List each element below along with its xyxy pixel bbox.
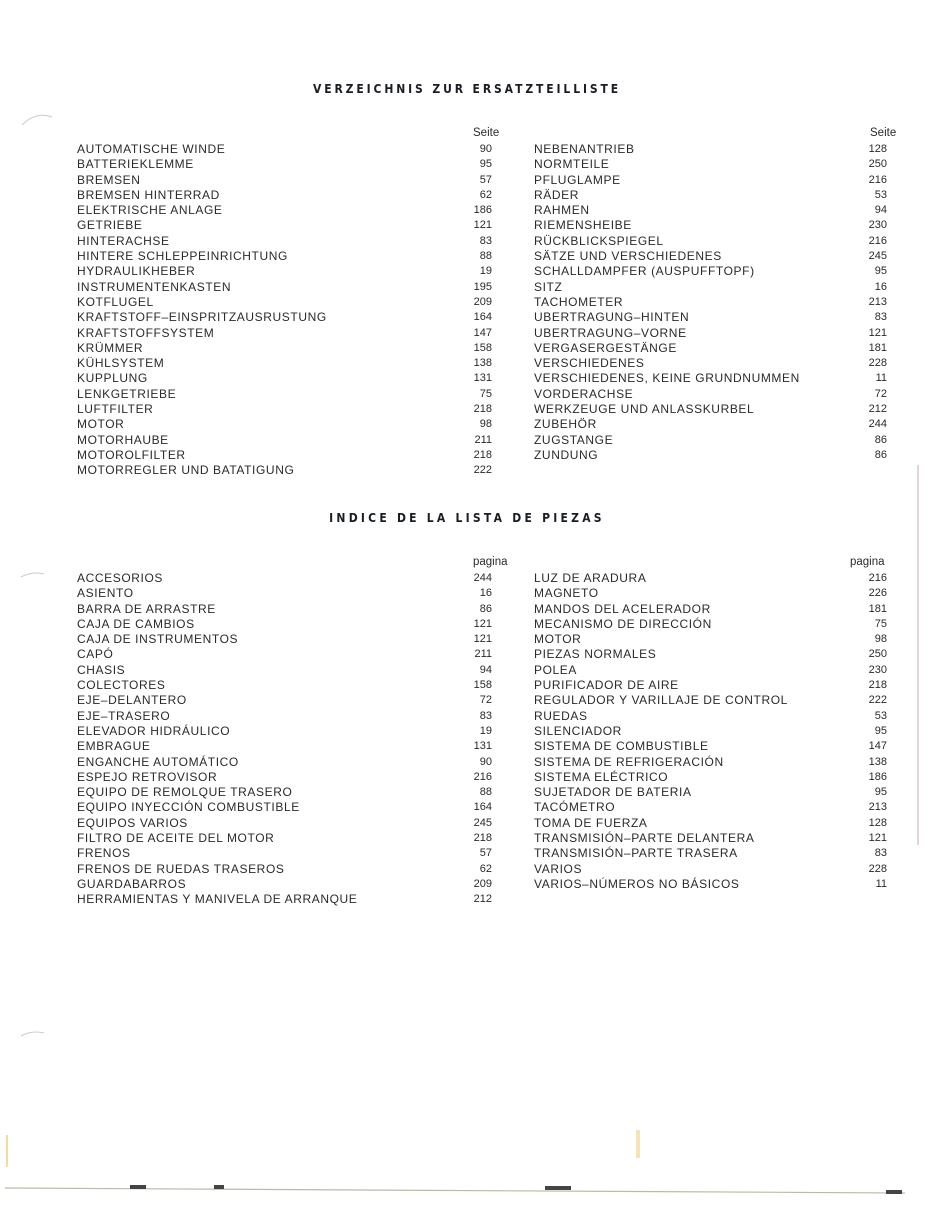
- entry-page-number: 90: [479, 755, 492, 768]
- entry-page-number: 121: [868, 326, 887, 339]
- entry-label: CHASIS: [77, 662, 126, 677]
- entry-label: GETRIEBE: [77, 218, 143, 233]
- entry-label: INSTRUMENTENKASTEN: [77, 279, 232, 294]
- entry-page-number: 195: [473, 280, 492, 293]
- spanish-index-entry: [534, 877, 887, 892]
- entry-page-number: 83: [874, 311, 887, 324]
- spanish-left-page-header: pagina: [473, 556, 508, 568]
- entry-page-number: 128: [868, 816, 887, 829]
- german-index-entry: [534, 341, 887, 356]
- entry-page-number: 62: [479, 188, 492, 201]
- scan-mark: [6, 1135, 8, 1167]
- entry-page-number: 158: [473, 679, 492, 692]
- spanish-index-entry: [534, 785, 887, 800]
- german-index-entry: [534, 173, 887, 188]
- spanish-index-entry: [77, 862, 492, 877]
- spanish-index-entry: [77, 724, 492, 739]
- entry-label: HYDRAULIKHEBER: [77, 264, 196, 279]
- spanish-index-entry: [77, 632, 492, 647]
- entry-page-number: 250: [868, 648, 887, 661]
- entry-page-number: 250: [868, 158, 887, 171]
- entry-page-number: 218: [868, 679, 887, 692]
- entry-label: SISTEMA DE COMBUSTIBLE: [534, 739, 709, 754]
- entry-label: ACCESORIOS: [77, 571, 164, 585]
- entry-label: RAHMEN: [534, 203, 590, 218]
- entry-label: MOTORHAUBE: [77, 432, 169, 447]
- entry-label: TRANSMISIÓN–PARTE DELANTERA: [534, 831, 755, 846]
- entry-page-number: 230: [868, 663, 887, 676]
- german-index-entry: [77, 356, 492, 371]
- entry-page-number: 16: [874, 280, 887, 293]
- german-index-entry: [77, 433, 492, 448]
- entry-page-number: 209: [473, 877, 492, 890]
- entry-label: VERSCHIEDENES: [534, 356, 645, 371]
- entry-page-number: 121: [868, 832, 887, 845]
- entry-label: BREMSEN HINTERRAD: [77, 187, 220, 202]
- german-index-entry: [77, 173, 492, 188]
- german-index-entry: [77, 371, 492, 386]
- entry-page-number: 158: [473, 341, 492, 354]
- entry-page-number: 57: [479, 847, 492, 860]
- entry-page-number: 88: [479, 786, 492, 799]
- german-right-page-header: Seite: [870, 127, 897, 139]
- entry-label: UBERTRAGUNG–HINTEN: [534, 310, 690, 325]
- entry-label: SILENCIADOR: [534, 723, 622, 738]
- entry-page-number: 72: [479, 694, 492, 707]
- spanish-index-entry: [534, 816, 887, 831]
- entry-label: PFLUGLAMPE: [534, 172, 621, 187]
- spanish-index-entry: [77, 800, 492, 815]
- spanish-index-entry: [77, 709, 492, 724]
- scan-mark: [636, 1130, 640, 1158]
- entry-label: KRAFTSTOFF–EINSPRITZAUSRUSTUNG: [77, 310, 327, 325]
- entry-page-number: 164: [473, 311, 492, 324]
- scan-mark: [18, 568, 48, 580]
- entry-label: KUPPLUNG: [77, 371, 148, 386]
- entry-page-number: 11: [875, 877, 887, 890]
- entry-label: EJE–DELANTERO: [77, 693, 187, 708]
- german-index-entry: [77, 188, 492, 203]
- entry-label: TRANSMISIÓN–PARTE TRASERA: [534, 846, 738, 861]
- spanish-index-entry: [534, 831, 887, 846]
- entry-page-number: 83: [874, 847, 887, 860]
- entry-page-number: 228: [868, 357, 887, 370]
- german-index-entry: [534, 142, 887, 157]
- german-right-list: [534, 142, 887, 463]
- entry-label: LENKGETRIEBE: [77, 386, 177, 401]
- german-index-entry: [77, 448, 492, 463]
- entry-label: MOTORREGLER UND BATATIGUNG: [77, 463, 295, 478]
- entry-page-number: 213: [868, 801, 887, 814]
- spanish-index-entry: [534, 724, 887, 739]
- entry-label: CAJA DE CAMBIOS: [77, 616, 195, 631]
- scan-mark: [18, 105, 58, 130]
- entry-page-number: 216: [868, 173, 887, 186]
- entry-page-number: 222: [473, 464, 492, 477]
- entry-label: COLECTORES: [77, 678, 166, 693]
- entry-page-number: 83: [479, 709, 492, 722]
- entry-page-number: 98: [874, 633, 887, 646]
- entry-page-number: 138: [473, 357, 492, 370]
- entry-label: NORMTEILE: [534, 157, 610, 172]
- entry-label: RIEMENSHEIBE: [534, 218, 632, 233]
- german-index-entry: [534, 295, 887, 310]
- entry-page-number: 94: [479, 663, 492, 676]
- entry-page-number: 16: [479, 587, 492, 600]
- entry-page-number: 86: [874, 433, 887, 446]
- entry-label: MOTOROLFILTER: [77, 447, 186, 462]
- entry-label: KÜHLSYSTEM: [77, 356, 165, 371]
- spanish-index-entry: [77, 892, 492, 907]
- entry-label: PURIFICADOR DE AIRE: [534, 678, 679, 693]
- entry-label: KRÜMMER: [77, 340, 144, 355]
- german-index-entry: [77, 463, 492, 478]
- entry-label: HINTERE SCHLEPPEINRICHTUNG: [77, 249, 288, 264]
- entry-page-number: 95: [874, 724, 887, 737]
- spanish-right-page-header: pagina: [850, 556, 885, 568]
- entry-label: NEBENANTRIEB: [534, 142, 635, 156]
- german-index-entry: [77, 417, 492, 432]
- entry-label: TOMA DE FUERZA: [534, 815, 648, 830]
- entry-page-number: 75: [874, 617, 887, 630]
- spanish-index-entry: [77, 571, 492, 586]
- german-index-entry: [534, 448, 887, 463]
- entry-page-number: 245: [868, 250, 887, 263]
- entry-label: SCHALLDAMPFER (AUSPUFFTOPF): [534, 264, 755, 279]
- german-index-entry: [77, 203, 492, 218]
- german-index-entry: [77, 218, 492, 233]
- entry-page-number: 218: [473, 448, 492, 461]
- spanish-index-title: INDICE DE LA LISTA DE PIEZAS: [329, 511, 605, 525]
- entry-page-number: 228: [868, 862, 887, 875]
- spanish-index-entry: [534, 602, 887, 617]
- entry-page-number: 131: [473, 372, 492, 385]
- scan-mark: [18, 1027, 48, 1039]
- entry-label: BREMSEN: [77, 172, 141, 187]
- spanish-index-entry: [77, 785, 492, 800]
- entry-page-number: 128: [868, 143, 887, 155]
- entry-label: SISTEMA DE REFRIGERACIÓN: [534, 754, 724, 769]
- entry-label: RÜCKBLICKSPIEGEL: [534, 233, 664, 248]
- entry-label: MOTOR: [77, 417, 125, 432]
- entry-label: ELEKTRISCHE ANLAGE: [77, 203, 223, 218]
- entry-page-number: 83: [479, 234, 492, 247]
- german-index-entry: [77, 264, 492, 279]
- german-index-entry: [77, 402, 492, 417]
- entry-page-number: 95: [479, 158, 492, 171]
- entry-page-number: 11: [875, 372, 887, 385]
- entry-page-number: 209: [473, 295, 492, 308]
- entry-label: VARIOS–NÚMEROS NO BÁSICOS: [534, 876, 740, 891]
- spanish-index-entry: [77, 739, 492, 754]
- entry-page-number: 121: [473, 633, 492, 646]
- entry-page-number: 218: [473, 403, 492, 416]
- spanish-index-entry: [534, 586, 887, 601]
- entry-label: ZUBEHÖR: [534, 417, 597, 432]
- german-index-entry: [534, 249, 887, 264]
- german-index-entry: [77, 249, 492, 264]
- entry-label: REGULADOR Y VARILLAJE DE CONTROL: [534, 693, 788, 708]
- entry-page-number: 72: [874, 387, 887, 400]
- german-index-entry: [534, 387, 887, 402]
- entry-label: FRENOS: [77, 846, 131, 861]
- entry-page-number: 86: [874, 448, 887, 461]
- spanish-index-entry: [534, 663, 887, 678]
- entry-page-number: 121: [473, 219, 492, 232]
- german-index-entry: [77, 280, 492, 295]
- german-index-entry: [534, 234, 887, 249]
- entry-label: LUFTFILTER: [77, 402, 154, 417]
- spanish-index-entry: [534, 632, 887, 647]
- entry-label: ZUGSTANGE: [534, 432, 614, 447]
- german-index-entry: [534, 356, 887, 371]
- entry-page-number: 19: [479, 724, 492, 737]
- entry-label: GUARDABARROS: [77, 876, 187, 891]
- entry-page-number: 95: [874, 786, 887, 799]
- spanish-index-entry: [534, 617, 887, 632]
- entry-label: EQUIPO DE REMOLQUE TRASERO: [77, 785, 293, 800]
- entry-label: ELEVADOR HIDRÁULICO: [77, 723, 231, 738]
- german-index-entry: [77, 310, 492, 325]
- entry-page-number: 226: [868, 587, 887, 600]
- entry-label: BARRA DE ARRASTRE: [77, 601, 216, 616]
- entry-page-number: 244: [473, 572, 492, 584]
- entry-label: HERRAMIENTAS Y MANIVELA DE ARRANQUE: [77, 892, 358, 907]
- spanish-index-entry: [77, 678, 492, 693]
- entry-page-number: 62: [479, 862, 492, 875]
- entry-page-number: 147: [473, 326, 492, 339]
- scan-bottom-edge: [0, 1180, 934, 1200]
- entry-page-number: 138: [868, 755, 887, 768]
- spanish-index-entry: [534, 846, 887, 861]
- entry-page-number: 147: [868, 740, 887, 753]
- spanish-index-entry: [77, 663, 492, 678]
- spanish-index-entry: [77, 617, 492, 632]
- entry-page-number: 181: [868, 341, 887, 354]
- entry-label: ZUNDUNG: [534, 447, 599, 462]
- entry-label: SUJETADOR DE BATERIA: [534, 785, 692, 800]
- spanish-index-entry: [534, 571, 887, 586]
- german-index-entry: [534, 310, 887, 325]
- spanish-index-entry: [534, 739, 887, 754]
- german-index-entry: [77, 142, 492, 157]
- scan-edge-line: [917, 465, 919, 845]
- spanish-index-entry: [77, 877, 492, 892]
- entry-label: KOTFLUGEL: [77, 294, 154, 309]
- entry-page-number: 218: [473, 832, 492, 845]
- entry-page-number: 57: [479, 173, 492, 186]
- entry-label: CAPÓ: [77, 647, 114, 662]
- entry-page-number: 90: [479, 143, 492, 155]
- entry-label: BATTERIEKLEMME: [77, 157, 194, 172]
- spanish-index-entry: [77, 846, 492, 861]
- entry-page-number: 98: [479, 418, 492, 431]
- entry-page-number: 244: [868, 418, 887, 431]
- german-index-entry: [77, 387, 492, 402]
- entry-label: TACÓMETRO: [534, 800, 616, 815]
- entry-label: MAGNETO: [534, 586, 599, 601]
- entry-page-number: 211: [474, 433, 492, 446]
- spanish-right-list: [534, 571, 887, 892]
- spanish-index-entry: [77, 831, 492, 846]
- entry-page-number: 164: [473, 801, 492, 814]
- spanish-index-entry: [77, 816, 492, 831]
- entry-label: ASIENTO: [77, 586, 134, 601]
- german-left-list: [77, 142, 492, 479]
- entry-label: VARIOS: [534, 861, 583, 876]
- entry-page-number: 186: [473, 204, 492, 217]
- german-index-entry: [77, 341, 492, 356]
- entry-page-number: 211: [474, 648, 492, 661]
- entry-page-number: 213: [868, 295, 887, 308]
- entry-page-number: 181: [868, 602, 887, 615]
- german-index-entry: [534, 203, 887, 218]
- entry-label: KRAFTSTOFFSYSTEM: [77, 325, 215, 340]
- entry-label: FILTRO DE ACEITE DEL MOTOR: [77, 831, 275, 846]
- german-index-title: VERZEICHNIS ZUR ERSATZTEILLISTE: [312, 82, 622, 96]
- entry-label: SITZ: [534, 279, 563, 294]
- spanish-index-entry: [534, 678, 887, 693]
- spanish-index-entry: [77, 755, 492, 770]
- entry-label: TACHOMETER: [534, 294, 624, 309]
- german-index-entry: [534, 280, 887, 295]
- entry-label: SÄTZE UND VERSCHIEDENES: [534, 249, 722, 264]
- german-index-entry: [534, 433, 887, 448]
- entry-page-number: 216: [868, 234, 887, 247]
- spanish-index-entry: [77, 647, 492, 662]
- german-index-entry: [77, 157, 492, 172]
- entry-page-number: 86: [479, 602, 492, 615]
- german-index-entry: [77, 326, 492, 341]
- entry-label: FRENOS DE RUEDAS TRASEROS: [77, 861, 285, 876]
- german-index-entry: [534, 188, 887, 203]
- entry-label: MOTOR: [534, 632, 582, 647]
- entry-label: EQUIPO INYECCIÓN COMBUSTIBLE: [77, 800, 300, 815]
- entry-label: VERSCHIEDENES, KEINE GRUNDNUMMEN: [534, 371, 800, 386]
- spanish-index-entry: [534, 770, 887, 785]
- entry-label: RÄDER: [534, 187, 580, 202]
- entry-page-number: 95: [874, 265, 887, 278]
- entry-label: ESPEJO RETROVISOR: [77, 769, 218, 784]
- entry-page-number: 222: [868, 694, 887, 707]
- spanish-index-entry: [77, 586, 492, 601]
- spanish-index-entry: [77, 602, 492, 617]
- german-index-entry: [534, 402, 887, 417]
- spanish-index-entry: [534, 755, 887, 770]
- entry-label: VERGASERGESTÄNGE: [534, 340, 677, 355]
- spanish-left-list: [77, 571, 492, 908]
- entry-page-number: 19: [479, 265, 492, 278]
- entry-page-number: 216: [473, 770, 492, 783]
- spanish-index-entry: [77, 693, 492, 708]
- entry-page-number: 212: [868, 403, 887, 416]
- spanish-index-entry: [534, 693, 887, 708]
- entry-page-number: 94: [874, 204, 887, 217]
- german-left-page-header: Seite: [473, 127, 500, 139]
- entry-page-number: 75: [479, 387, 492, 400]
- entry-label: VORDERACHSE: [534, 386, 634, 401]
- spanish-index-entry: [77, 770, 492, 785]
- entry-page-number: 121: [473, 617, 492, 630]
- entry-label: MECANISMO DE DIRECCIÓN: [534, 616, 712, 631]
- entry-label: EQUIPOS VARIOS: [77, 815, 188, 830]
- german-index-entry: [77, 295, 492, 310]
- entry-page-number: 212: [473, 893, 492, 906]
- entry-page-number: 53: [874, 188, 887, 201]
- entry-label: UBERTRAGUNG–VORNE: [534, 325, 687, 340]
- spanish-index-entry: [534, 709, 887, 724]
- entry-label: LUZ DE ARADURA: [534, 571, 647, 585]
- german-index-entry: [77, 234, 492, 249]
- entry-label: CAJA DE INSTRUMENTOS: [77, 632, 239, 647]
- german-index-entry: [534, 157, 887, 172]
- german-index-entry: [534, 264, 887, 279]
- entry-page-number: 186: [868, 770, 887, 783]
- spanish-index-entry: [534, 862, 887, 877]
- entry-label: ENGANCHE AUTOMÁTICO: [77, 754, 239, 769]
- entry-label: MANDOS DEL ACELERADOR: [534, 601, 711, 616]
- spanish-index-entry: [534, 800, 887, 815]
- entry-label: PIEZAS NORMALES: [534, 647, 657, 662]
- entry-label: HINTERACHSE: [77, 233, 170, 248]
- entry-label: POLEA: [534, 662, 578, 677]
- entry-page-number: 53: [874, 709, 887, 722]
- entry-page-number: 230: [868, 219, 887, 232]
- german-index-entry: [534, 326, 887, 341]
- entry-label: WERKZEUGE UND ANLASSKURBEL: [534, 402, 755, 417]
- entry-label: SISTEMA ELÉCTRICO: [534, 769, 669, 784]
- german-index-entry: [534, 218, 887, 233]
- entry-page-number: 245: [473, 816, 492, 829]
- german-index-entry: [534, 371, 887, 386]
- entry-page-number: 131: [473, 740, 492, 753]
- entry-label: EJE–TRASERO: [77, 708, 171, 723]
- entry-page-number: 216: [868, 572, 887, 584]
- entry-page-number: 88: [479, 250, 492, 263]
- spanish-index-entry: [534, 647, 887, 662]
- german-index-entry: [534, 417, 887, 432]
- entry-label: AUTOMATISCHE WINDE: [77, 142, 226, 156]
- entry-label: RUEDAS: [534, 708, 588, 723]
- entry-label: EMBRAGUE: [77, 739, 151, 754]
